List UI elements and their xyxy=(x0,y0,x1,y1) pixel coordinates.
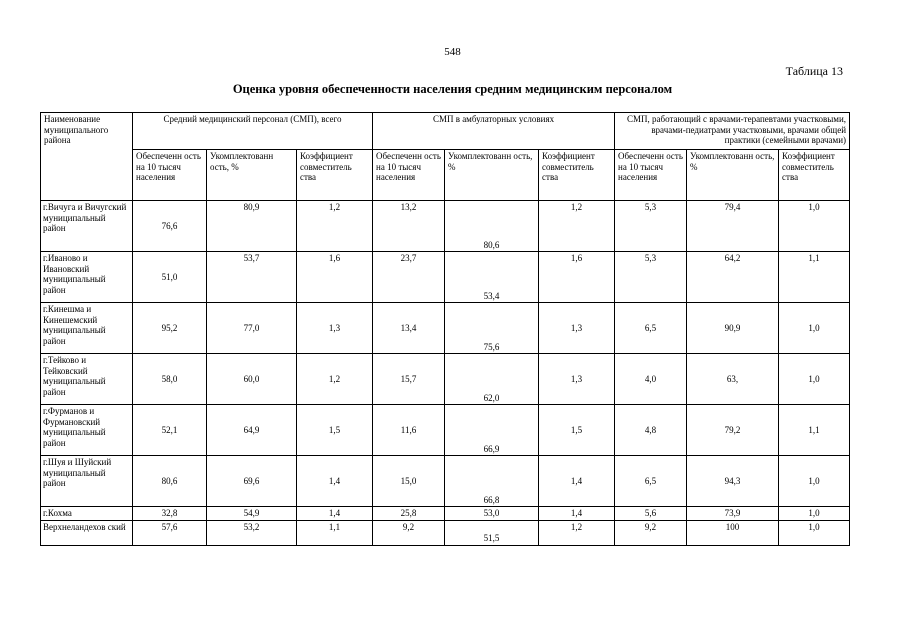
district-name: г.Фурманов и Фурмановский муниципальный район xyxy=(41,405,133,456)
table-cell: 1,0 xyxy=(779,456,850,507)
page-number: 548 xyxy=(444,46,461,58)
header-sub: Коэффициент совместитель ства xyxy=(539,150,615,201)
table-cell: 25,8 xyxy=(373,507,445,521)
district-name: г.Тейково и Тейковский муниципальный район xyxy=(41,354,133,405)
table-cell: 54,9 xyxy=(207,507,297,521)
header-group-smp-total: Средний медицинский персонал (СМП), всего xyxy=(133,113,373,150)
table-cell: 23,7 xyxy=(373,252,445,303)
table-cell: 53,2 xyxy=(207,520,297,545)
table-row xyxy=(41,507,850,521)
table-row xyxy=(41,520,850,545)
table-cell: 1,0 xyxy=(779,201,850,252)
district-name: Верхнеландехов ский xyxy=(41,520,133,545)
table-cell: 63, xyxy=(687,354,779,405)
table-cell: 62,0 xyxy=(445,354,539,405)
table-cell: 5,3 xyxy=(615,201,687,252)
table-cell: 79,2 xyxy=(687,405,779,456)
table-cell: 53,0 xyxy=(445,507,539,521)
table-cell: 51,5 xyxy=(445,520,539,545)
table-cell: 100 xyxy=(687,520,779,545)
table-cell: 1,0 xyxy=(779,520,850,545)
table-cell: 1,3 xyxy=(297,303,373,354)
header-sub: Укомплектованн ость, % xyxy=(687,150,779,201)
staffing-table xyxy=(40,112,850,546)
table-row xyxy=(41,201,850,252)
table-cell: 1,2 xyxy=(297,354,373,405)
header-sub: Обеспеченн ость на 10 тысяч населения xyxy=(133,150,207,201)
table-cell: 52,1 xyxy=(133,405,207,456)
header-sub: Обеспеченн ость на 10 тысяч населения xyxy=(615,150,687,201)
table-row xyxy=(41,405,850,456)
table-row xyxy=(41,456,850,507)
district-name: г.Шуя и Шуйский муниципальный район xyxy=(41,456,133,507)
header-sub: Коэффициент совместитель ства xyxy=(297,150,373,201)
district-name: г.Кохма xyxy=(41,507,133,521)
table-cell: 15,7 xyxy=(373,354,445,405)
table-cell: 64,2 xyxy=(687,252,779,303)
table-cell: 32,8 xyxy=(133,507,207,521)
header-sub: Коэффициент совместитель ства xyxy=(779,150,850,201)
table-cell: 1,4 xyxy=(539,507,615,521)
header-group-smp-ambulatory: СМП в амбулаторных условиях xyxy=(373,113,615,150)
table-cell: 1,3 xyxy=(539,303,615,354)
table-cell: 1,0 xyxy=(779,507,850,521)
table-cell: 76,6 xyxy=(133,201,207,252)
table-number: Таблица 13 xyxy=(785,64,843,78)
table-cell: 1,5 xyxy=(297,405,373,456)
table-cell: 73,9 xyxy=(687,507,779,521)
table-cell: 79,4 xyxy=(687,201,779,252)
district-name: г.Иваново и Ивановский муниципальный район xyxy=(41,252,133,303)
table-cell: 1,6 xyxy=(297,252,373,303)
table-cell: 11,6 xyxy=(373,405,445,456)
table-cell: 6,5 xyxy=(615,303,687,354)
table-cell: 1,4 xyxy=(297,456,373,507)
table-cell: 13,2 xyxy=(373,201,445,252)
table-cell: 66,9 xyxy=(445,405,539,456)
table-cell: 1,0 xyxy=(779,303,850,354)
table-cell: 80,6 xyxy=(133,456,207,507)
table-cell: 94,3 xyxy=(687,456,779,507)
table-cell: 95,2 xyxy=(133,303,207,354)
header-group-smp-with-doctors: СМП, работающий с врачами-терапевтами участковыми, врачами-педиатрами участковыми, врачами общей практики (семейными врачами) xyxy=(615,113,850,150)
header-name-column: Наименование муниципального района xyxy=(41,113,133,201)
table-cell: 53,7 xyxy=(207,252,297,303)
table-cell: 53,4 xyxy=(445,252,539,303)
header-sub: Обеспеченн ость на 10 тысяч населения xyxy=(373,150,445,201)
table-cell: 1,1 xyxy=(297,520,373,545)
table-cell: 75,6 xyxy=(445,303,539,354)
table-cell: 69,6 xyxy=(207,456,297,507)
table-cell: 1,2 xyxy=(539,520,615,545)
table-cell: 64,9 xyxy=(207,405,297,456)
table-cell: 1,5 xyxy=(539,405,615,456)
table-title: Оценка уровня обеспеченности населения средним медицинским персоналом xyxy=(232,82,673,96)
table-cell: 57,6 xyxy=(133,520,207,545)
table-cell: 5,6 xyxy=(615,507,687,521)
table-cell: 80,6 xyxy=(445,201,539,252)
table-cell: 1,4 xyxy=(297,507,373,521)
table-cell: 58,0 xyxy=(133,354,207,405)
table-cell: 1,2 xyxy=(539,201,615,252)
table-cell: 9,2 xyxy=(615,520,687,545)
table-cell: 1,3 xyxy=(539,354,615,405)
table-cell: 4,0 xyxy=(615,354,687,405)
table-cell: 66,8 xyxy=(445,456,539,507)
header-sub: Укомплектованн ость, % xyxy=(445,150,539,201)
table-row xyxy=(41,252,850,303)
table-cell: 1,1 xyxy=(779,252,850,303)
table-cell: 4,8 xyxy=(615,405,687,456)
table-cell: 1,1 xyxy=(779,405,850,456)
table-cell: 51,0 xyxy=(133,252,207,303)
table-cell: 80,9 xyxy=(207,201,297,252)
table-cell: 6,5 xyxy=(615,456,687,507)
table-cell: 13,4 xyxy=(373,303,445,354)
table-cell: 5,3 xyxy=(615,252,687,303)
header-sub: Укомплектованн ость, % xyxy=(207,150,297,201)
district-name: г.Вичуга и Вичугский муниципальный район xyxy=(41,201,133,252)
table-row xyxy=(41,303,850,354)
table-cell: 77,0 xyxy=(207,303,297,354)
table-row xyxy=(41,354,850,405)
table-cell: 1,2 xyxy=(297,201,373,252)
district-name: г.Кинешма и Кинешемский муниципальный район xyxy=(41,303,133,354)
table-cell: 9,2 xyxy=(373,520,445,545)
table-cell: 1,6 xyxy=(539,252,615,303)
table-cell: 60,0 xyxy=(207,354,297,405)
table-cell: 90,9 xyxy=(687,303,779,354)
table-cell: 15,0 xyxy=(373,456,445,507)
table-cell: 1,4 xyxy=(539,456,615,507)
table-cell: 1,0 xyxy=(779,354,850,405)
